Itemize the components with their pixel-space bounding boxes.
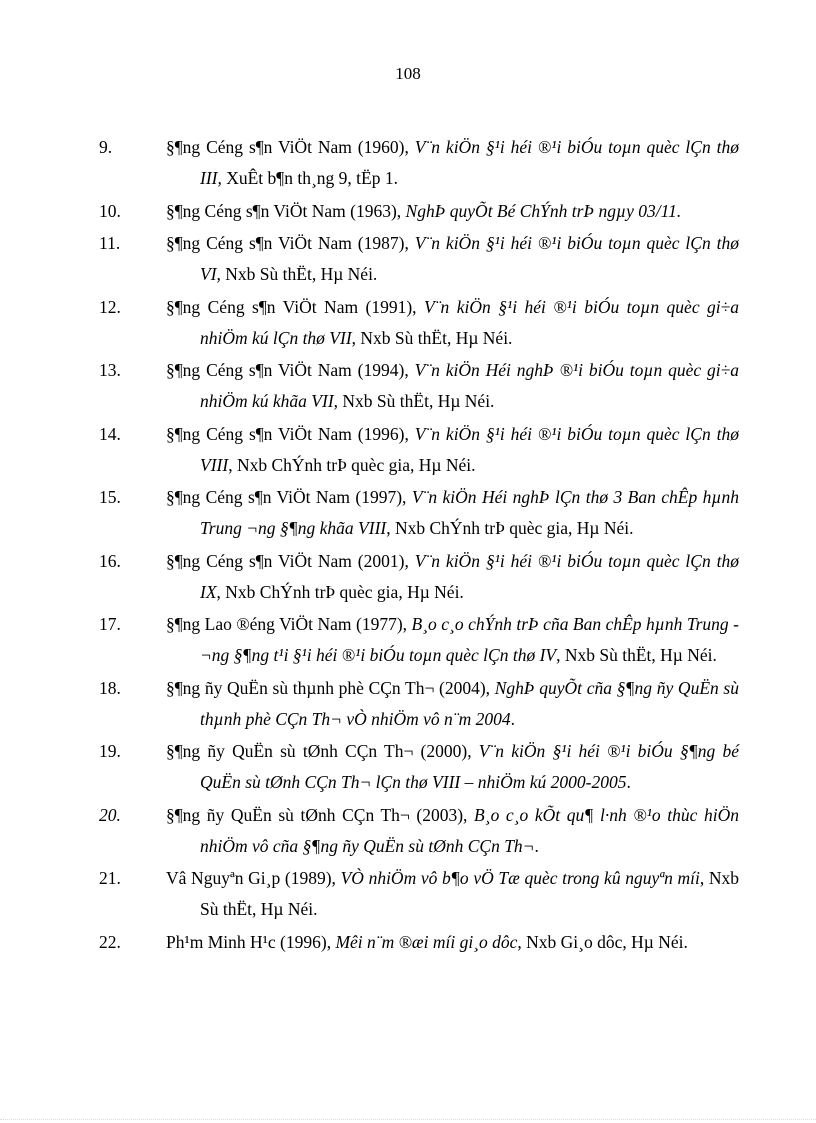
reference-item: 21. Vâ Nguyªn Gi¸p (1989), VÒ nhiÖm vô b¶o vÖ Tæ quèc trong kû nguyªn míi, Nxb Sù thËt, Hµ Néi. xyxy=(99,868,740,919)
reference-title: NghÞ quyÕt cña §¶ng ñy QuËn sù thµnh phè CÇn Th¬ vÒ nhiÖm vô n¨m 2004 xyxy=(200,677,739,729)
reference-body xyxy=(166,487,739,538)
reference-publisher: , Nxb ChÝnh trÞ quèc gia, Hµ Néi. xyxy=(216,581,464,602)
reference-title: VÒ nhiÖm vô b¶o vÖ Tæ quèc trong kû nguyªn míi xyxy=(340,868,700,888)
reference-publisher: , Nxb Gi¸o dôc, Hµ Néi. xyxy=(517,931,688,952)
reference-author: §¶ng Céng s¶n ViÖt Nam (1997), xyxy=(166,487,412,507)
reference-author: §¶ng ñy QuËn sù thµnh phè CÇn Th¬ (2004), xyxy=(166,677,495,698)
reference-item: 18. §¶ng ñy QuËn sù thµnh phè CÇn Th¬ (2004), NghÞ quyÕt cña §¶ng ñy QuËn sù thµnh phè CÇn Th¬ vÒ nhiÖm vô n¨m 2004. xyxy=(99,677,739,729)
reference-author: §¶ng ñy QuËn sù tØnh CÇn Th¬ (2000), xyxy=(166,741,479,761)
reference-list xyxy=(99,132,740,959)
reference-body xyxy=(166,741,739,792)
reference-title: B¸o c¸o kÕt qu¶ l·nh ®¹o thùc hiÖn nhiÖm vô cña §¶ng ñy QuËn sù tØnh CÇn Th¬ xyxy=(200,804,739,856)
reference-item: 16. §¶ng Céng s¶n ViÖt Nam (2001), V¨n kiÖn §¹i héi ®¹i biÓu toµn quèc lÇn thø IX, Nxb ChÝnh trÞ quèc gia, Hµ Néi. xyxy=(99,550,739,602)
reference-body xyxy=(166,424,739,475)
reference-item: 22. Ph¹m Minh H¹c (1996), Mêi n¨m ®æi míi gi¸o dôc, Nxb Gi¸o dôc, Hµ Néi. xyxy=(99,931,688,952)
reference-title: V¨n kiÖn §¹i héi ®¹i biÓu toµn quèc lÇn thø VI, xyxy=(200,233,739,284)
reference-title: V¨n kiÖn §¹i héi ®¹i biÓu §¶ng bé QuËn sù tØnh CÇn Th¬ lÇn thø VIII – nhiÖm kú 2000-2005 xyxy=(200,741,739,792)
reference-body xyxy=(166,360,739,411)
reference-body xyxy=(166,297,739,348)
reference-title: V¨n kiÖn §¹i héi ®¹i biÓu toµn quèc lÇn thø IX xyxy=(200,550,739,602)
reference-title: V¨n kiÖn §¹i héi ®¹i biÓu toµn quèc lÇn thø III, xyxy=(200,137,739,188)
reference-author: §¶ng Céng s¶n ViÖt Nam (1996), xyxy=(166,423,415,444)
reference-body xyxy=(166,201,681,221)
reference-item: 9. §¶ng Céng s¶n ViÖt Nam (1960), V¨n kiÖn §¹i héi ®¹i biÓu toµn quèc lÇn thø III, XuÊt b¶n th¸ng 9, tËp 1. xyxy=(99,137,739,188)
reference-title: V¨n kiÖn §¹i héi ®¹i biÓu toµn quèc lÇn thø VIII xyxy=(200,423,739,475)
reference-item: 10. §¶ng Céng s¶n ViÖt Nam (1963), NghÞ quyÕt Bé ChÝnh trÞ ngµy 03/11. xyxy=(99,200,682,221)
reference-author: §¶ng Céng s¶n ViÖt Nam (2001), xyxy=(166,550,415,571)
reference-item: 15. §¶ng Céng s¶n ViÖt Nam (1997), V¨n kiÖn Héi nghÞ lÇn thø 3 Ban chÊp hµnh Trung ¬ng §¶ng khãa VIII, Nxb ChÝnh trÞ quèc gia, Hµ Néi. xyxy=(99,487,739,538)
reference-item: 19. §¶ng ñy QuËn sù tØnh CÇn Th¬ (2000), V¨n kiÖn §¹i héi ®¹i biÓu §¶ng bé QuËn sù tØnh CÇn Th¬ lÇn thø VIII – nhiÖm kú 2000-2005. xyxy=(99,741,739,792)
reference-body xyxy=(166,551,739,602)
reference-body xyxy=(166,233,739,284)
reference-publisher: . xyxy=(510,708,515,729)
reference-title: Mêi n¨m ®æi míi gi¸o dôc xyxy=(335,931,518,952)
reference-body xyxy=(166,805,739,856)
reference-item: 17. §¶ng Lao ®éng ViÖt Nam (1977), B¸o c¸o chÝnh trÞ cña Ban chÊp hµnh Trung ¬ng §¶ng t¹i §¹i héi ®¹i biÓu toµn quèc lÇn thø IV, Nxb Sù thËt, Hµ Néi. xyxy=(99,614,739,665)
reference-publisher: Nxb Sù thËt, Hµ Néi. xyxy=(220,264,378,284)
reference-body xyxy=(166,614,739,665)
reference-publisher: . xyxy=(534,835,539,856)
reference-body xyxy=(166,932,688,952)
reference-title: V¨n kiÖn §¹i héi ®¹i biÓu toµn quèc gi÷a nhiÖm kú lÇn thø VII xyxy=(200,296,740,348)
reference-title: B¸o c¸o chÝnh trÞ cña Ban chÊp hµnh Trung ¬ng §¶ng t¹i §¹i héi ®¹i biÓu toµn quèc lÇn thø IV xyxy=(200,614,739,665)
reference-author: §¶ng ñy QuËn sù tØnh CÇn Th¬ (2003), xyxy=(166,804,475,825)
reference-title: NghÞ quyÕt Bé ChÝnh trÞ ngµy 03/11. xyxy=(405,200,682,221)
reference-publisher: , Nxb ChÝnh trÞ quèc gia, Hµ Néi. xyxy=(386,518,634,538)
reference-publisher: , Nxb Sù thËt, Hµ Néi. xyxy=(333,391,495,411)
page-bottom-rule xyxy=(0,1119,816,1120)
reference-author: §¶ng Céng s¶n ViÖt Nam (1963), xyxy=(166,200,406,221)
reference-publisher: , Nxb Sù thËt, Hµ Néi. xyxy=(351,327,513,348)
reference-publisher: . xyxy=(626,772,631,792)
reference-author: §¶ng Céng s¶n ViÖt Nam (1987), xyxy=(166,233,415,253)
reference-item: 20. §¶ng ñy QuËn sù tØnh CÇn Th¬ (2003), B¸o c¸o kÕt qu¶ l·nh ®¹o thùc hiÖn nhiÖm vô cña §¶ng ñy QuËn sù tØnh CÇn Th¬. xyxy=(99,804,739,856)
reference-item: 13. §¶ng Céng s¶n ViÖt Nam (1994), V¨n kiÖn Héi nghÞ ®¹i biÓu toµn quèc gi÷a nhiÖm kú khãa VII, Nxb Sù thËt, Hµ Néi. xyxy=(99,360,739,411)
reference-publisher: , Nxb Sù thËt, Hµ Néi. xyxy=(556,645,717,665)
reference-title: V¨n kiÖn Héi nghÞ lÇn thø 3 Ban chÊp hµnh Trung ¬ng §¶ng khãa VIII xyxy=(200,487,739,538)
reference-title: V¨n kiÖn Héi nghÞ ®¹i biÓu toµn quèc gi÷a nhiÖm kú khãa VII xyxy=(200,360,739,411)
reference-publisher: , Nxb Sù thËt, Hµ Néi. xyxy=(200,868,740,919)
reference-body xyxy=(166,678,739,729)
reference-author: §¶ng Céng s¶n ViÖt Nam (1960), xyxy=(166,137,415,157)
reference-author: Ph¹m Minh H¹c (1996), xyxy=(166,931,336,952)
reference-publisher: , Nxb ChÝnh trÞ quèc gia, Hµ Néi. xyxy=(228,454,476,475)
reference-author: Vâ Nguyªn Gi¸p (1989), xyxy=(166,868,341,888)
reference-item: 12. §¶ng Céng s¶n ViÖt Nam (1991), V¨n kiÖn §¹i héi ®¹i biÓu toµn quèc gi÷a nhiÖm kú lÇn thø VII, Nxb Sù thËt, Hµ Néi. xyxy=(99,296,740,348)
page-number: 108 xyxy=(395,64,421,83)
reference-author: §¶ng Lao ®éng ViÖt Nam (1977), xyxy=(166,614,412,634)
reference-body xyxy=(166,868,739,919)
reference-item: 11. §¶ng Céng s¶n ViÖt Nam (1987), V¨n kiÖn §¹i héi ®¹i biÓu toµn quèc lÇn thø VI, Nxb Sù thËt, Hµ Néi. xyxy=(99,233,739,284)
reference-publisher: XuÊt b¶n th¸ng 9, tËp 1. xyxy=(221,168,398,188)
reference-item: 14. §¶ng Céng s¶n ViÖt Nam (1996), V¨n kiÖn §¹i héi ®¹i biÓu toµn quèc lÇn thø VIII, Nxb ChÝnh trÞ quèc gia, Hµ Néi. xyxy=(99,423,739,475)
reference-body xyxy=(166,137,739,188)
reference-author: §¶ng Céng s¶n ViÖt Nam (1991), xyxy=(166,296,425,317)
reference-author: §¶ng Céng s¶n ViÖt Nam (1994), xyxy=(166,360,415,380)
